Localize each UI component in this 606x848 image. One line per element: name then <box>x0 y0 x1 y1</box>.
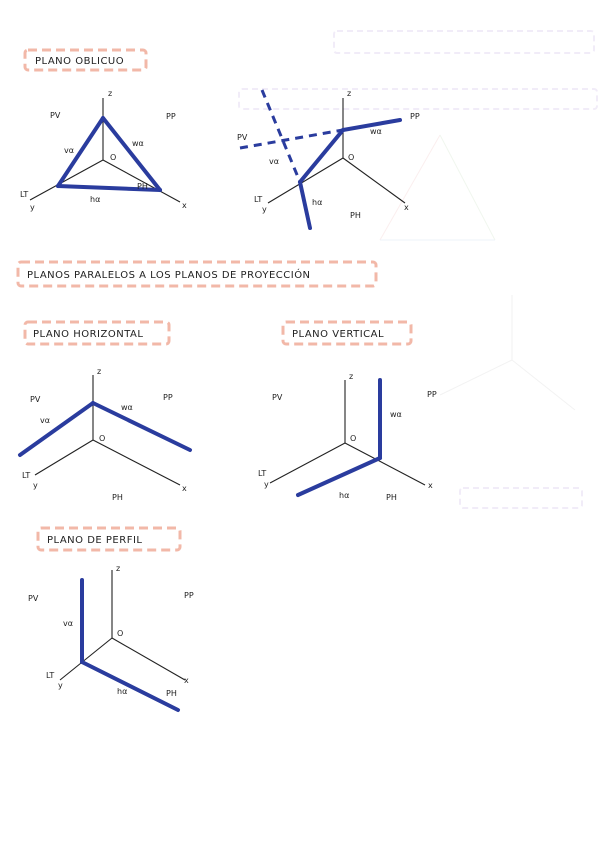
lt-label: LT <box>258 469 267 478</box>
axis-x-label: x <box>404 203 409 212</box>
axis-z-label: z <box>349 372 354 381</box>
ph-label: PH <box>166 689 177 698</box>
svg-text:PLANO DE PERFIL: PLANO DE PERFIL <box>47 535 143 546</box>
svg-text:PLANOS PARALELOS A LOS PLANOS: PLANOS PARALELOS A LOS PLANOS DE PROYECCIÓN <box>27 270 311 281</box>
pv-label: PV <box>237 133 248 142</box>
lt-label: LT <box>22 471 31 480</box>
axis-y-label: y <box>262 205 267 214</box>
h-alpha-label: hα <box>312 198 323 207</box>
lt-label: LT <box>254 195 263 204</box>
svg-text:PLANO VERTICAL: PLANO VERTICAL <box>292 329 385 340</box>
svg-text:PLANO HORIZONTAL: PLANO HORIZONTAL <box>33 329 144 340</box>
axis-y-label: y <box>30 203 35 212</box>
svg-text:PLANO OBLICUO: PLANO OBLICUO <box>35 56 125 67</box>
h-alpha-label: hα <box>90 195 101 204</box>
origin-label: O <box>110 153 117 162</box>
v-alpha-label: vα <box>269 157 280 166</box>
pv-label: PV <box>272 393 283 402</box>
ph-label: PH <box>137 182 148 191</box>
pp-label: PP <box>163 393 173 402</box>
axis-y-label: y <box>58 681 63 690</box>
v-alpha-label: vα <box>63 619 74 628</box>
lt-label: LT <box>46 671 55 680</box>
pv-label: PV <box>30 395 41 404</box>
pv-label: PV <box>28 594 39 603</box>
lt-label: LT <box>20 190 29 199</box>
origin-label: O <box>350 434 357 443</box>
origin-label: O <box>348 153 355 162</box>
origin-label: O <box>99 434 106 443</box>
w-alpha-label: wα <box>121 403 133 412</box>
pv-label: PV <box>50 111 61 120</box>
axis-x-label: x <box>182 484 187 493</box>
w-alpha-label: wα <box>132 139 144 148</box>
axis-z-label: z <box>108 89 113 98</box>
pp-label: PP <box>184 591 194 600</box>
ph-label: PH <box>112 493 123 502</box>
axis-x-label: x <box>182 201 187 210</box>
axis-z-label: z <box>116 564 121 573</box>
pp-label: PP <box>410 112 420 121</box>
ph-label: PH <box>350 211 361 220</box>
w-alpha-label: wα <box>370 127 382 136</box>
pp-label: PP <box>166 112 176 121</box>
ph-label: PH <box>386 493 397 502</box>
pp-label: PP <box>427 390 437 399</box>
axis-y-label: y <box>264 480 269 489</box>
h-alpha-label: hα <box>117 687 128 696</box>
axis-y-label: y <box>33 481 38 490</box>
axis-z-label: z <box>347 89 352 98</box>
v-alpha-label: vα <box>64 146 75 155</box>
axis-x-label: x <box>428 481 433 490</box>
h-alpha-label: hα <box>339 491 350 500</box>
v-alpha-label: vα <box>40 416 51 425</box>
w-alpha-label: wα <box>390 410 402 419</box>
axis-z-label: z <box>97 367 102 376</box>
origin-label: O <box>117 629 124 638</box>
axis-x-label: x <box>184 676 189 685</box>
